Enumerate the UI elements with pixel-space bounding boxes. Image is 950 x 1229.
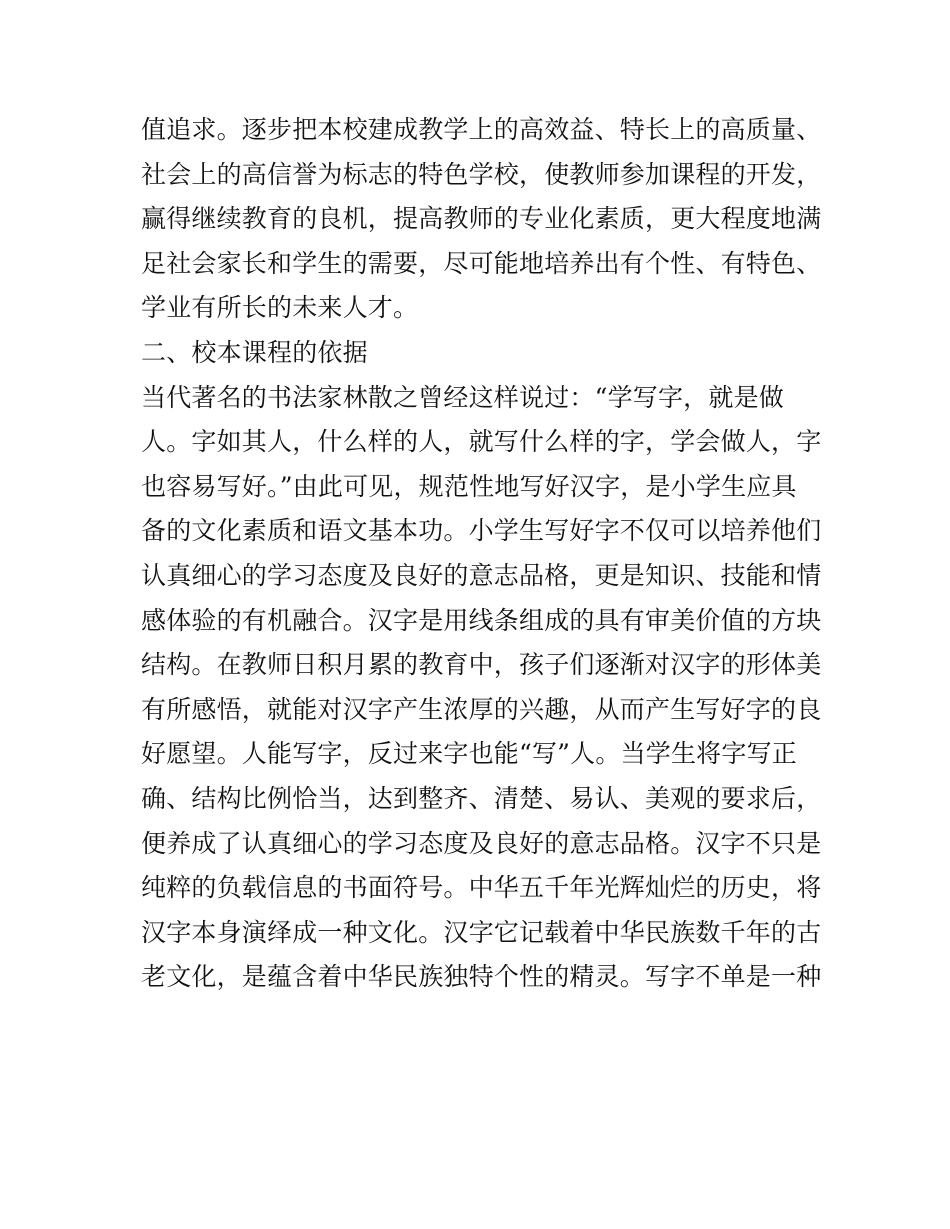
- text-line: 确、结构比例恰当，达到整齐、清楚、易认、美观的要求后，: [141, 783, 822, 813]
- text-line: 社会上的高信誉为标志的特色学校，使教师参加课程的开发，: [141, 159, 822, 189]
- text-line: 汉字本身演绎成一种文化。汉字它记载着中华民族数千年的古: [141, 917, 822, 947]
- text-line: 赢得继续教育的良机，提高教师的专业化素质，更大程度地满: [141, 204, 822, 234]
- body-text: [141, 108, 821, 1000]
- text-line: 有所感悟，就能对汉字产生浓厚的兴趣，从而产生写好字的良: [141, 694, 822, 724]
- text-line: 老文化，是蕴含着中华民族独特个性的精灵。写字不单是一种: [141, 962, 822, 992]
- text-line: 也容易写好。”由此可见，规范性地写好汉字，是小学生应具: [141, 471, 797, 501]
- text-line: 好愿望。人能写字，反过来字也能“写”人。当学生将字写正: [141, 739, 797, 769]
- text-line: 结构。在教师日积月累的教育中，孩子们逐渐对汉字的形体美: [141, 650, 822, 680]
- text-line: 学业有所长的未来人才。: [141, 293, 419, 323]
- text-line: 便养成了认真细心的学习态度及良好的意志品格。汉字不只是: [141, 828, 822, 858]
- text-line: 认真细心的学习态度及良好的意志品格，更是知识、技能和情: [141, 560, 822, 590]
- text-line: 值追求。逐步把本校建成教学上的高效益、特长上的高质量、: [141, 115, 822, 144]
- text-line: 备的文化素质和语文基本功。小学生写好字不仅可以培养他们: [141, 516, 822, 546]
- text-line: 纯粹的负载信息的书面符号。中华五千年光辉灿烂的历史，将: [141, 873, 822, 903]
- text-line: 足社会家长和学生的需要，尽可能地培养出有个性、有特色、: [141, 248, 822, 278]
- text-line: 人。字如其人，什么样的人，就写什么样的字，学会做人，字: [141, 427, 822, 457]
- text-line: 当代著名的书法家林散之曾经这样说过：“学写字，就是做: [141, 382, 784, 412]
- text-line: 感体验的有机融合。汉字是用线条组成的具有审美价值的方块: [141, 605, 822, 635]
- section-heading: 二、校本课程的依据: [141, 337, 368, 367]
